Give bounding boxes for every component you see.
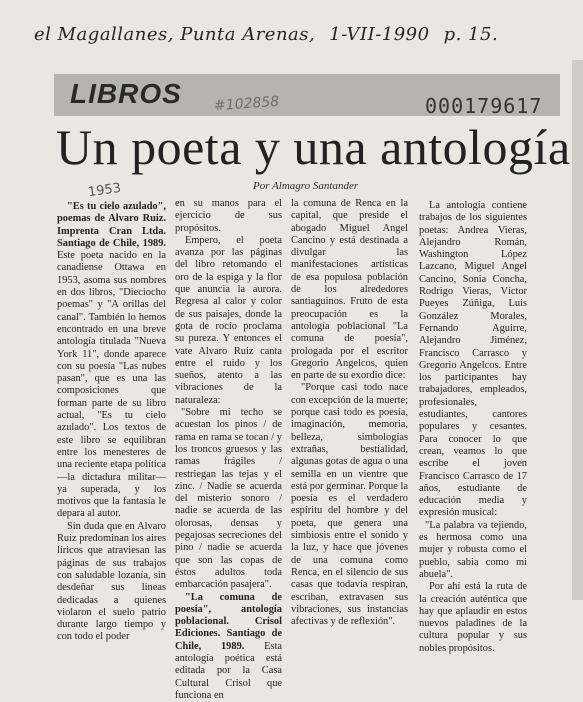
paper-edge <box>572 60 583 600</box>
margin-handwritten-number: 1953 <box>87 181 122 200</box>
article-column-4 <box>419 200 527 602</box>
archive-stamp-left: #102858 <box>214 94 280 115</box>
article-text: La antología contiene trabajos de los siguientes poetas: Andrea Vieras, Alejandro Román, Washington López Lazcano, Miguel Angel Cancino, Sonia Concha, Rodrigo Vieras, Víctor Pueyes Zúñiga, Luis González Morales, Fernando Aguirre, Alejandro Jiménez, Francisco Carrasco y Gregorio Angelcos. Entre los participantes hay trabajadores, empleados, profesionales, estudiantes, cantores populares y cesantes. Para conocer lo que crean, veamos lo que escribe el joven Francisco Carrasco de 17 años, estudiante de educación media y expresión musical: <box>419 200 527 518</box>
source-note: el Magallanes, Punta Arenas, <box>34 24 315 45</box>
handwritten-source-note <box>34 24 554 45</box>
section-label: LIBROS <box>70 78 182 110</box>
book-citation: "La comuna de poesía", antología poblacional. Crisol Ediciones. Santiago de Chile, 1989. <box>175 592 282 652</box>
article-text: Esta antología poética está editada por la Casa Cultural Crisol que funciona en <box>175 641 282 701</box>
article-column-2 <box>175 198 282 600</box>
headline: Un poeta y una antología <box>56 118 571 176</box>
article-paragraph <box>419 200 527 520</box>
article-paragraph <box>291 382 408 628</box>
page-note: p. 15. <box>444 24 499 45</box>
byline: Por Almagro Santander <box>253 180 358 192</box>
article-text: "Sobre mi techo se acuestan los pinos / de rama en rama se tocan / y los troncos gruesos y las ramas frágiles / restriegan las tejas y el zinc. / Nadie se acuerda del misterio sonoro / nadie se acuerda de las olorosas, densas y pegajosas secreciones del pino / nadie se acuerda que son las copas de éstos adultos toda embarcación pasajera". <box>175 407 282 590</box>
article-paragraph <box>291 198 408 382</box>
article-text: "Porque casi todo nace con excepción de la muerte; porque casi todo es poesía, imaginación, memoria, belleza, simbologías extrañas, bestialidad, algunas gotas de agua o una semilla en un vientre que está por germinar. Porque la poesía es el verdadero espíritu del hombre y del poeta, que genera una simbiosis entre el sonido y la luz, y hace que jóvenes de una comuna como Renca, en el silencio de sus casas que todavía respiran, escriban, extravasen sus vibraciones, sus instancias afectivas y de reflexión". <box>291 382 408 627</box>
article-paragraph <box>175 198 282 235</box>
article-text: Por ahí está la ruta de la creación auténtica que hay que aplaudir en estos nuevos paladines de la cultura popular y sus nobles propósitos. <box>419 581 527 653</box>
archive-stamp-right: 000179617 <box>425 94 542 118</box>
article-text: la comuna de Renca en la capital, que preside el abogado Miguel Angel Cancino y está destinada a divulgar las manifestaciones artísticas de esa populosa población de los alrededores santiaguinos. Fruto de esta preocupación es la antología poblacional "La comuna de poesía", prologada por el escritor Gregorio Angelcos, quien en parte de su exordio dice: <box>291 198 408 381</box>
book-citation: "Es tu cielo azulado", poemas de Alvaro Ruiz. Imprenta Cran Ltda. Santiago de Chile, 1989. <box>57 201 166 249</box>
article-text: Sin duda que en Alvaro Ruiz predominan los aires líricos que atraviesan las páginas de sus trabajos con saludable lozanía, sin desdeñar sus líneas dedicadas a quienes violaron el suelo patrio durante largo tiempo y con todo el poder <box>57 521 166 643</box>
article-paragraph <box>57 201 166 521</box>
article-text: Empero, el poeta avanza por las páginas del libro retomando el oro de la espiga y la flor que anuncia la aurora. Regresa al calor y color de sus paisajes, donde la gota de rocío proclama su pureza. Y entonces el vate Alvaro Ruiz canta entre el ruido y los sueños, atento a las vibraciones de la naturaleza: <box>175 235 282 406</box>
article-text: Este poeta nacido en la canadiense Ottawa en 1953, asoma sus nombres en dos libros, "Dieciocho poemas" y "A orillas del canal". También lo hemos encontrado en una breve antología titulada "Nueva York 11", donde aparece con su poesía "Las nubes pasan", que es una las composiciones que forman parte de su libro actual, "Es tu cielo azulado". Los textos de este libro se equilibran entre los menesteres de una reciente etapa política —la dictadura militar— ya superada, y los motivos que la fantasía le depara al autor. <box>57 250 166 519</box>
article-paragraph <box>175 407 282 591</box>
article-text: "La palabra va tejiendo, es hermosa como una mujer y robusta como el pueblo, sabia como mi abuela". <box>419 520 527 580</box>
article-paragraph <box>57 521 166 644</box>
article-column-3 <box>291 198 408 600</box>
date-note: 1-VII-1990 <box>329 24 429 45</box>
article-paragraph <box>419 520 527 581</box>
article-column-1 <box>57 201 166 603</box>
article-text: en su manos para el ejercicio de sus propósitos. <box>175 198 282 234</box>
article-paragraph <box>175 592 282 702</box>
article-paragraph <box>175 235 282 407</box>
article-paragraph <box>419 581 527 655</box>
